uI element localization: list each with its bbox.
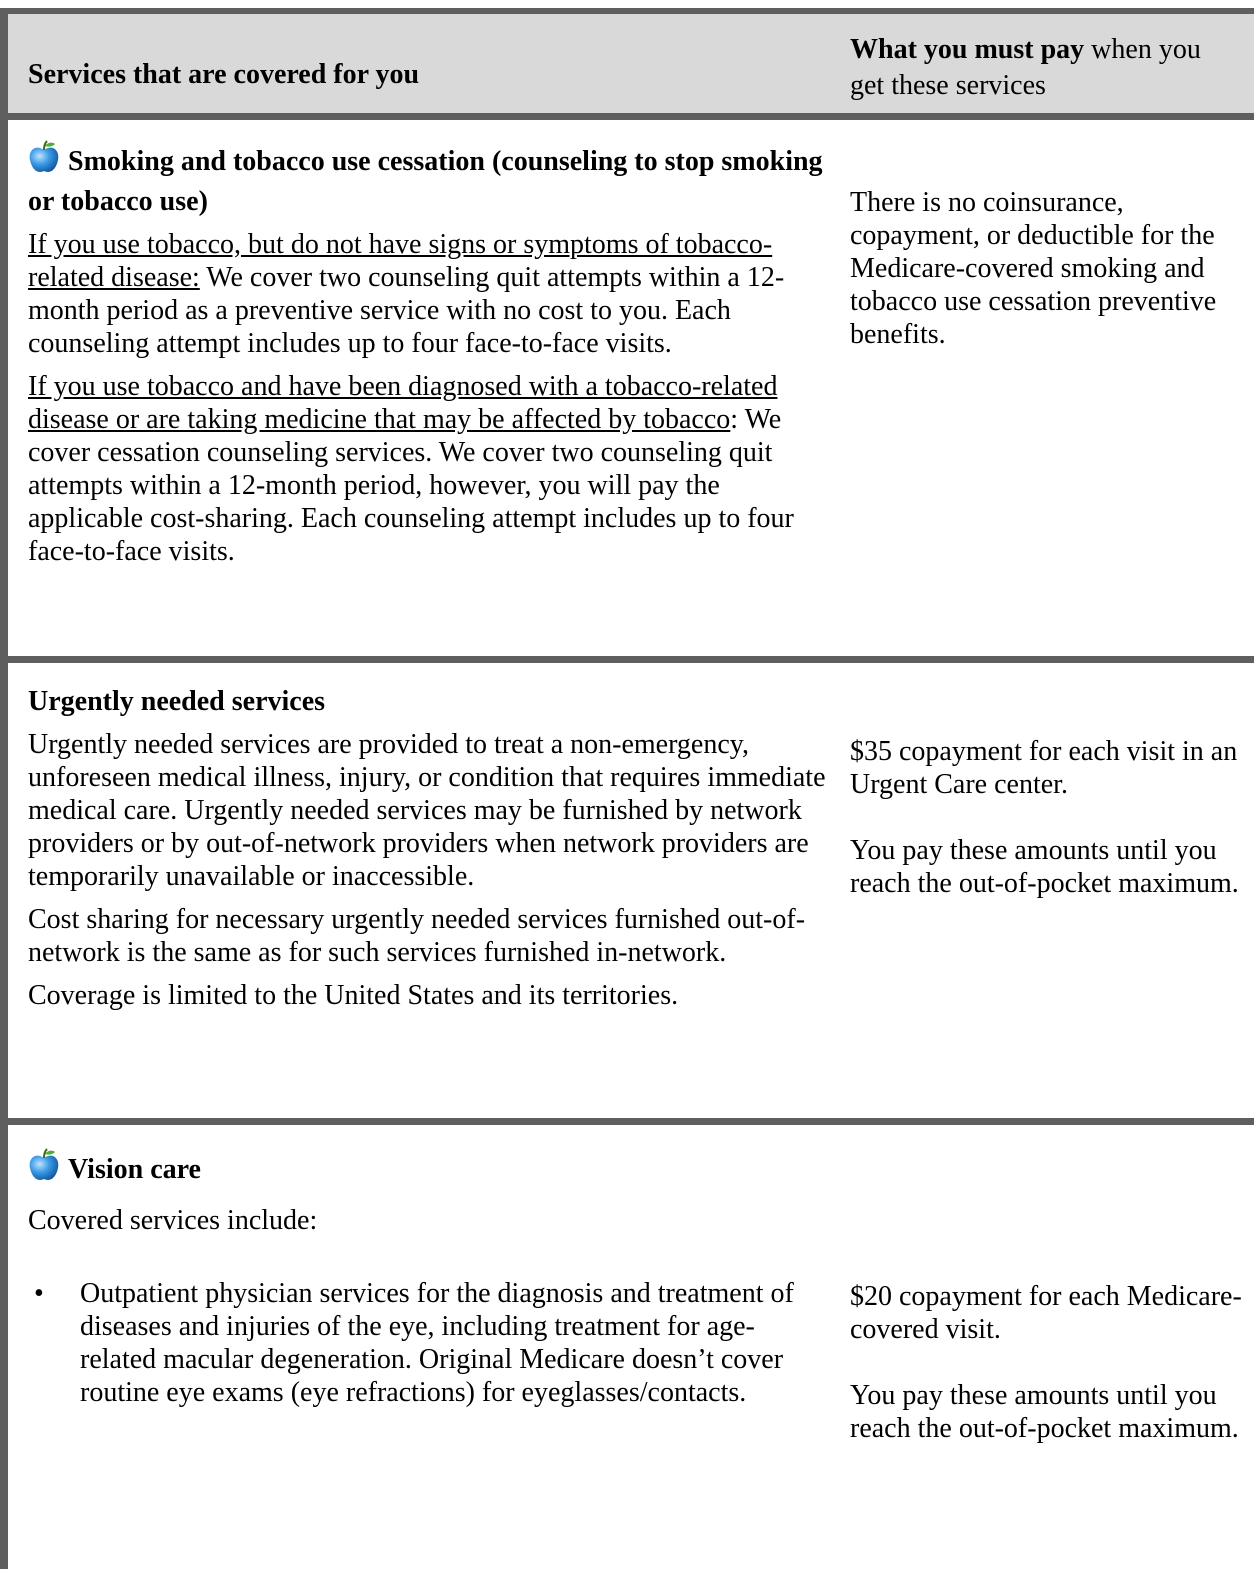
smoking-text-2: : We cover cessation counseling services. We cover two counseling quit attempts within a 12-month period, however, you will pay the applicable cost-sharing. Each counseling attempt includes up to four face-to-face visits. [28, 404, 794, 567]
list-item: • Outpatient physician services for the diagnosis and treatment of diseases and injuries of the eye, including treatment for age-related macular degeneration. Original Medicare doesn’t cover routine eye exams (eye refractions) for eyeglasses/contacts. [34, 1277, 828, 1409]
header-services-covered: Services that are covered for you [28, 59, 420, 90]
urgent-pay-1: $35 copayment for each visit in an Urgent Care center. [850, 736, 1238, 800]
row-divider [8, 113, 1254, 120]
smoking-paragraph-2 [28, 370, 828, 568]
row-title-text: Smoking and tobacco use cessation (counseling to stop smoking or tobacco use) [28, 146, 823, 217]
header-what-you-pay-bold: What you must pay [850, 34, 1085, 65]
smoking-paragraph-1 [28, 228, 828, 360]
urgent-paragraph-1: Urgently needed services are provided to treat a non-emergency, unforeseen medical illness, injury, or condition that requires immediate medical care. Urgently needed services may be furnished by network providers or by out-of-network providers when network providers are temporarily unavailable or inaccessible. [28, 729, 826, 892]
vision-bullet-list [34, 1277, 828, 1409]
table-row-smoking-services [28, 140, 828, 578]
row-title [28, 1148, 828, 1192]
row-divider [8, 656, 1254, 663]
vision-intro: Covered services include: [28, 1205, 318, 1236]
smoking-pay: There is no coinsurance, copayment, or deductible for the Medicare-covered smoking and tobacco use cessation preventive benefits. [850, 187, 1217, 350]
table-row-vision-care [28, 1148, 828, 1409]
table-row-urgent-services [28, 684, 828, 1022]
apple-icon [28, 140, 60, 184]
smoking-condition-2: If you use tobacco and have been diagnosed with a tobacco-related disease or are taking medicine that may be affected by tobacco [28, 371, 778, 435]
vision-pay [850, 1280, 1242, 1445]
smoking-condition-1: If you use tobacco, but do not have signs or symptoms of tobacco-related disease: [28, 229, 773, 293]
header-what-you-pay-rest: when you get these services [850, 34, 1201, 101]
apple-icon [28, 1148, 60, 1192]
smoking-text-1: We cover two counseling quit attempts within a 12-month period as a preventive service with no cost to you. Each counseling attempt includes up to four face-to-face visits. [28, 262, 785, 359]
vision-pay-1: $20 copayment for each Medicare-covered visit. [850, 1281, 1242, 1345]
vision-pay-2: You pay these amounts until you reach the out-of-pocket maximum. [850, 1380, 1239, 1444]
urgent-paragraph-3: Coverage is limited to the United States and its territories. [28, 980, 679, 1011]
row-title: Urgently needed services [28, 686, 326, 717]
urgent-pay-2: You pay these amounts until you reach the out-of-pocket maximum. [850, 835, 1239, 899]
row-divider [8, 1118, 1254, 1125]
row-title-text: Vision care [68, 1154, 201, 1185]
row-title [28, 140, 828, 220]
urgent-paragraph-2: Cost sharing for necessary urgently needed services furnished out-of-network is the same as for such services furnished in-network. [28, 904, 806, 968]
header-what-you-pay [850, 32, 1240, 104]
urgent-pay [850, 735, 1242, 900]
